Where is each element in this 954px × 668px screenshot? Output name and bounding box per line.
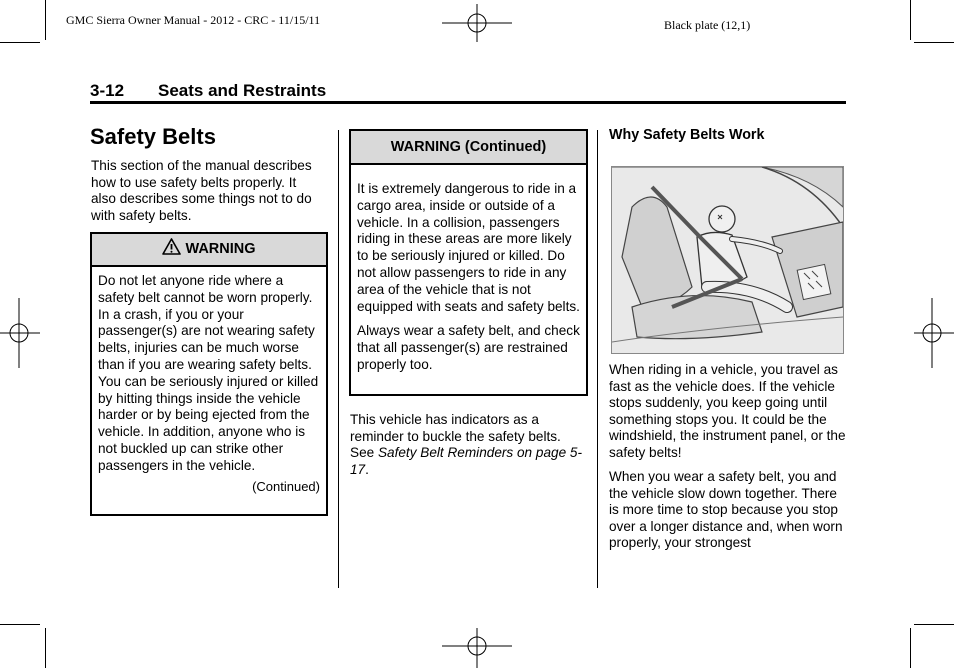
running-head bbox=[90, 81, 326, 101]
registration-mark-icon bbox=[442, 4, 512, 42]
page-number: 3-12 bbox=[90, 81, 125, 100]
crop-mark bbox=[45, 628, 46, 668]
warning-continued-body bbox=[351, 165, 586, 374]
indicator-line bbox=[350, 412, 585, 478]
col3-text bbox=[609, 362, 846, 552]
crop-mark bbox=[910, 628, 911, 668]
warning-continued-p2: Always wear a safety belt, and check that all passenger(s) are restrained properly too. bbox=[357, 323, 580, 372]
page-title: Safety Belts bbox=[90, 124, 216, 149]
warning-continued-header: WARNING (Continued) bbox=[351, 131, 586, 165]
crop-mark bbox=[45, 0, 46, 40]
warning-box bbox=[90, 232, 328, 516]
col3-p1: When riding in a vehicle, you travel as fast as the vehicle does. If the vehicle stops suddenly, you keep going until something stops you. It could be the windshield, the instrument panel, or the safety belts! bbox=[609, 362, 846, 460]
indicator-period: . bbox=[365, 461, 369, 477]
illustration-drawing bbox=[612, 167, 843, 353]
crop-mark bbox=[910, 0, 911, 40]
registration-mark-icon bbox=[0, 298, 40, 368]
warning-text: Do not let anyone ride where a safety belt cannot be worn properly. In a crash, if you or your passenger(s) are not wearing safety belts, injuries can be much worse than if you are wearing safety belts. You can be seriously injured or killed by hitting things inside the vehicle harder or by being ejected from the vehicle. In addition, anyone who is not buckled up can strike other passengers in the vehicle. bbox=[98, 273, 319, 473]
crop-mark bbox=[0, 624, 40, 625]
col3-p2: When you wear a safety belt, you and the vehicle slow down together. There is more time to stop because you stop over a longer distance and, when worn properly, your strongest bbox=[609, 469, 843, 550]
warning-triangle-icon bbox=[162, 238, 181, 255]
subsection-heading: Why Safety Belts Work bbox=[609, 127, 765, 143]
warning-body bbox=[92, 267, 326, 495]
section-title: Seats and Restraints bbox=[158, 81, 327, 100]
warning-continued-p1: It is extremely dangerous to ride in a cargo area, inside or outside of a vehicle. In a collision, passengers riding in these areas are more likely to be seriously injured or killed. Do not allow passengers to ride in any area of the vehicle that is not equipped with seats and safety belts. bbox=[357, 181, 580, 314]
column-divider bbox=[597, 130, 598, 588]
print-header-right: Black plate (12,1) bbox=[664, 18, 751, 32]
header-rule bbox=[90, 101, 846, 104]
indicator-paragraph bbox=[350, 412, 585, 478]
intro-text: This section of the manual describes how to use safety belts properly. It also describes some things not to do with safety belts. bbox=[91, 158, 312, 223]
warning-header bbox=[92, 234, 326, 267]
registration-mark-icon bbox=[914, 298, 954, 368]
continued-label: (Continued) bbox=[252, 478, 320, 494]
belted-occupant-illustration bbox=[611, 166, 844, 354]
cross-reference-link[interactable]: Safety Belt Reminders on page 5-17 bbox=[350, 445, 582, 477]
indicator-text: This vehicle has indicators as a reminder to buckle the safety belts. See bbox=[350, 412, 561, 460]
crop-mark bbox=[914, 42, 954, 43]
warning-continued-box bbox=[349, 129, 588, 396]
column-divider bbox=[338, 130, 339, 588]
crop-mark bbox=[914, 624, 954, 625]
crop-mark bbox=[0, 42, 40, 43]
print-header-left: GMC Sierra Owner Manual - 2012 - CRC - 11/15/11 bbox=[66, 13, 321, 27]
registration-mark-icon bbox=[442, 628, 512, 668]
warning-label: WARNING bbox=[185, 241, 256, 257]
intro-paragraph bbox=[91, 158, 321, 232]
